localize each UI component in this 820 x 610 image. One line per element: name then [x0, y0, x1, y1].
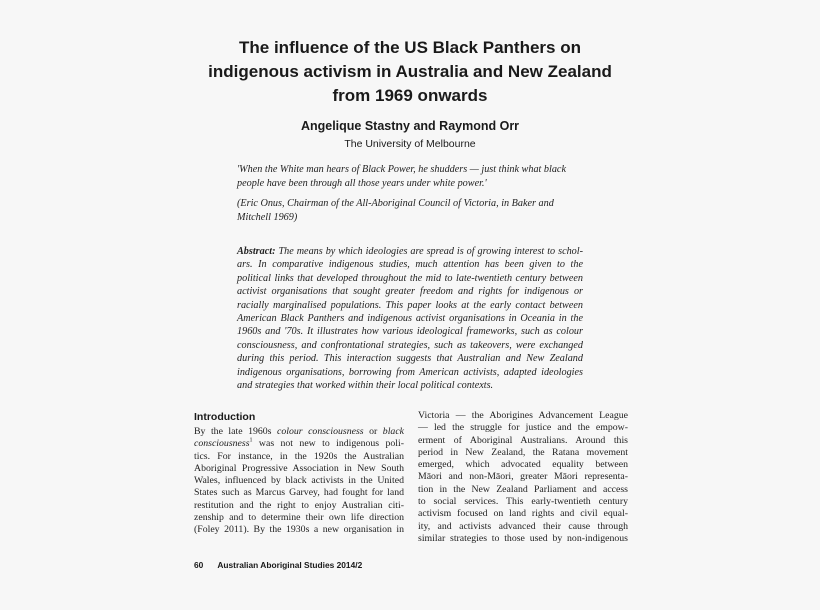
body-column-left	[194, 426, 404, 537]
footnote-marker[interactable]: 1	[249, 438, 253, 445]
body-line: States such as Marcus Garvey, had fought for land	[194, 487, 404, 499]
body-line: restitution and the right to enjoy Australian citi-	[194, 499, 404, 511]
abstract-line: ars. In comparative indigenous studies, much attention has been given to the	[237, 259, 583, 271]
abstract-line: indigenous organisations, borrowing from American activists, adapted ideologies	[237, 366, 583, 378]
epigraph-quote	[237, 163, 583, 191]
attribution-line: (Eric Onus, Chairman of the All-Aboriginal Council of Victoria, in Baker and	[237, 198, 554, 209]
abstract-line: American Black Panthers and indigenous activist organisations in Oceania in the	[237, 313, 583, 325]
title-line: indigenous activism in Australia and New Zealand	[208, 62, 612, 81]
body-line: Wales, influenced by black activists in the United	[194, 475, 404, 487]
body-line: consciousness$^1$ was not new to indigenous poli-	[194, 438, 404, 450]
section-heading-introduction: Introduction	[194, 411, 256, 423]
abstract-line: activist organisations that sought greater freedom and rights for indigenous or	[237, 286, 583, 298]
body-line: — led the struggle for justice and the empow-	[418, 422, 628, 434]
abstract	[237, 245, 583, 392]
epigraph-line: people have been through all those years under white power.'	[237, 178, 487, 189]
body-line: activism focused on land rights and civil equal-	[418, 508, 628, 520]
epigraph-line: 'When the White man hears of Black Power, he shudders — just think what black	[237, 164, 566, 175]
abstract-line: political links that developed throughout the mid to late-twentieth century between	[237, 272, 583, 284]
authors: Angelique Stastny and Raymond Orr	[300, 119, 520, 133]
body-line: tics. For instance, in the 1920s the Australian	[194, 450, 404, 462]
journal-name: Australian Aboriginal Studies 2014/2	[217, 560, 363, 570]
body-line: similar strategies to those used by non-indigenous	[418, 532, 628, 544]
paper-title	[150, 36, 670, 108]
abstract-label: Abstract:	[237, 246, 276, 257]
body-line: period in New Zealand, the Ratana movement	[418, 446, 628, 458]
title-line: from 1969 onwards	[332, 86, 488, 105]
body-line: By the late 1960s colour consciousness or black	[194, 426, 405, 437]
abstract-line: consciousness, and confrontational strategies, such as takeovers, were exchanged	[237, 339, 583, 351]
body-line: to social services. This early-twentieth century	[418, 496, 628, 508]
page-number: 60	[194, 560, 204, 570]
body-line: tion in the New Zealand Parliament and access	[418, 483, 628, 495]
body-line: ity, and activists advanced their cause through	[418, 520, 628, 532]
abstract-first-line: The means by which ideologies are spread is of growing interest to schol-	[275, 246, 583, 257]
abstract-line: 1960s and '70s. It illustrates how various ideological frameworks, such as colour	[237, 326, 583, 338]
epigraph-attribution	[237, 197, 583, 225]
body-line: erment of Aboriginal Australians. Around this	[418, 434, 628, 446]
body-line: Victoria — the Aborigines Advancement League	[418, 410, 628, 421]
title-line: The influence of the US Black Panthers on	[239, 38, 581, 57]
body-line: zenship and to determine their own life direction	[194, 512, 404, 524]
page-footer	[194, 560, 362, 570]
body-line: (Foley 2011). By the 1930s a new organisation in	[194, 524, 404, 536]
attribution-line: Mitchell 1969)	[237, 212, 298, 223]
abstract-line	[237, 245, 583, 258]
abstract-line: and strategies that worked within their local political contexts.	[237, 380, 494, 392]
abstract-line: racially marginalised populations. This paper looks at the early contact between	[237, 299, 583, 311]
body-line: Aboriginal Progressive Association in New South	[194, 462, 404, 474]
body-line: Māori and non-Māori, greater Māori representa-	[418, 471, 628, 483]
affiliation: The University of Melbourne	[344, 138, 476, 150]
body-column-right	[418, 410, 628, 545]
body-line: emerged, which advocated equality between	[418, 459, 628, 471]
abstract-line: during this period. This interaction suggests that Australian and New Zealand	[237, 353, 583, 365]
